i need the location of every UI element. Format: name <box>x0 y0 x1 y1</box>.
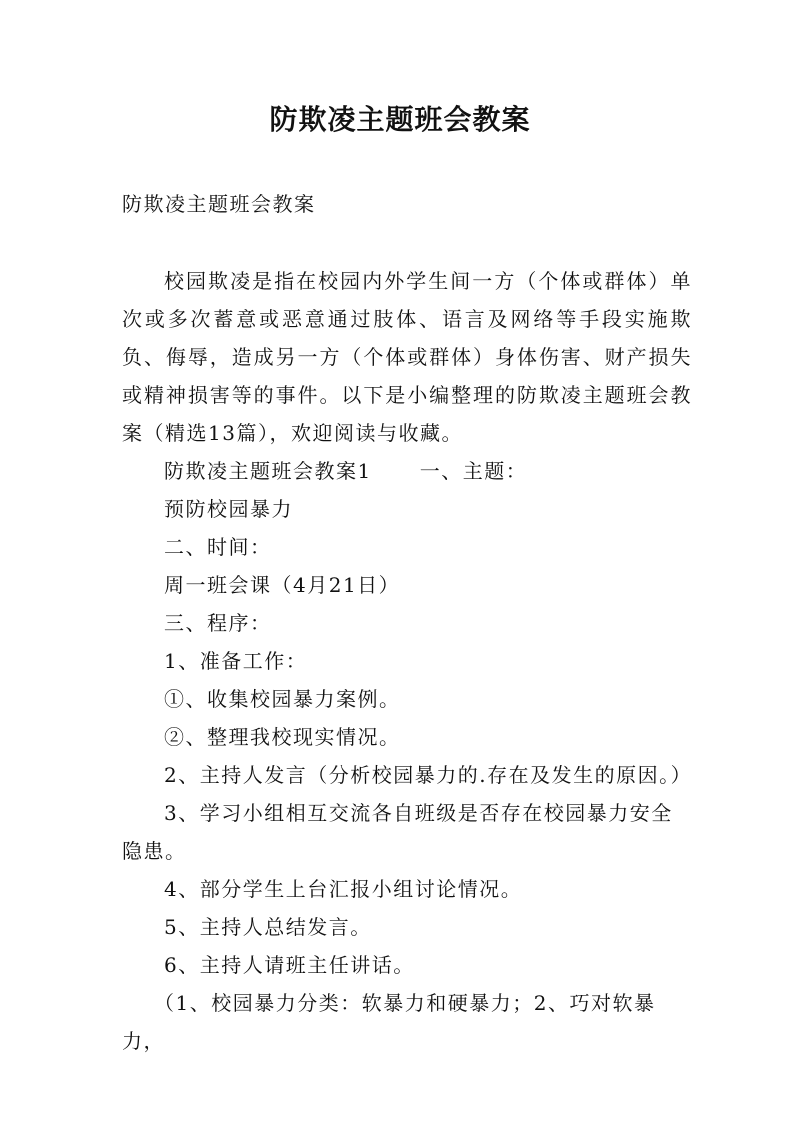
intro-paragraph: 校园欺凌是指在校园内外学生间一方（个体或群体）单次或多次蓄意或恶意通过肢体、语言及网络等手段实施欺负、侮辱，造成另一方（个体或群体）身体伤害、财产损失或精神损害等的事件。以下是小编整理的防欺凌主题班会教案（精选13篇），欢迎阅读与收藏。 <box>122 269 692 445</box>
paragraph-line: 6、主持人请班主任讲话。 <box>164 953 415 977</box>
paragraph-line: 3、学习小组相互交流各自班级是否存在校园暴力安全隐患。 <box>122 801 673 863</box>
paragraph-line: 三、程序： <box>164 611 272 635</box>
paragraph-line: 周一班会课（4月21日） <box>164 573 401 597</box>
paragraph-line: ①、收集校园暴力案例。 <box>164 687 401 711</box>
paragraph-line: 2、主持人发言（分析校园暴力的.存在及发生的原因。） <box>164 763 693 787</box>
paragraph-line: ②、整理我校现实情况。 <box>164 725 401 749</box>
paragraph-line: 4、部分学生上台汇报小组讨论情况。 <box>164 877 523 901</box>
document-subtitle: 防欺凌主题班会教案 <box>122 192 316 216</box>
paragraph-line: （1、校园暴力分类：软暴力和硬暴力；2、巧对软暴力， <box>122 991 656 1053</box>
section-first-item: 一、主题： <box>419 459 528 483</box>
paragraph-line: 5、主持人总结发言。 <box>164 915 372 939</box>
section-heading-line <box>122 452 692 490</box>
paragraph-line: 预防校园暴力 <box>164 497 293 521</box>
paragraph-line: 1、准备工作： <box>164 649 308 673</box>
section-heading: 防欺凌主题班会教案1 <box>164 459 372 483</box>
paragraph-line: 二、时间： <box>164 535 272 559</box>
document-body <box>122 262 692 1060</box>
document-title: 防欺凌主题班会教案 <box>269 103 531 136</box>
